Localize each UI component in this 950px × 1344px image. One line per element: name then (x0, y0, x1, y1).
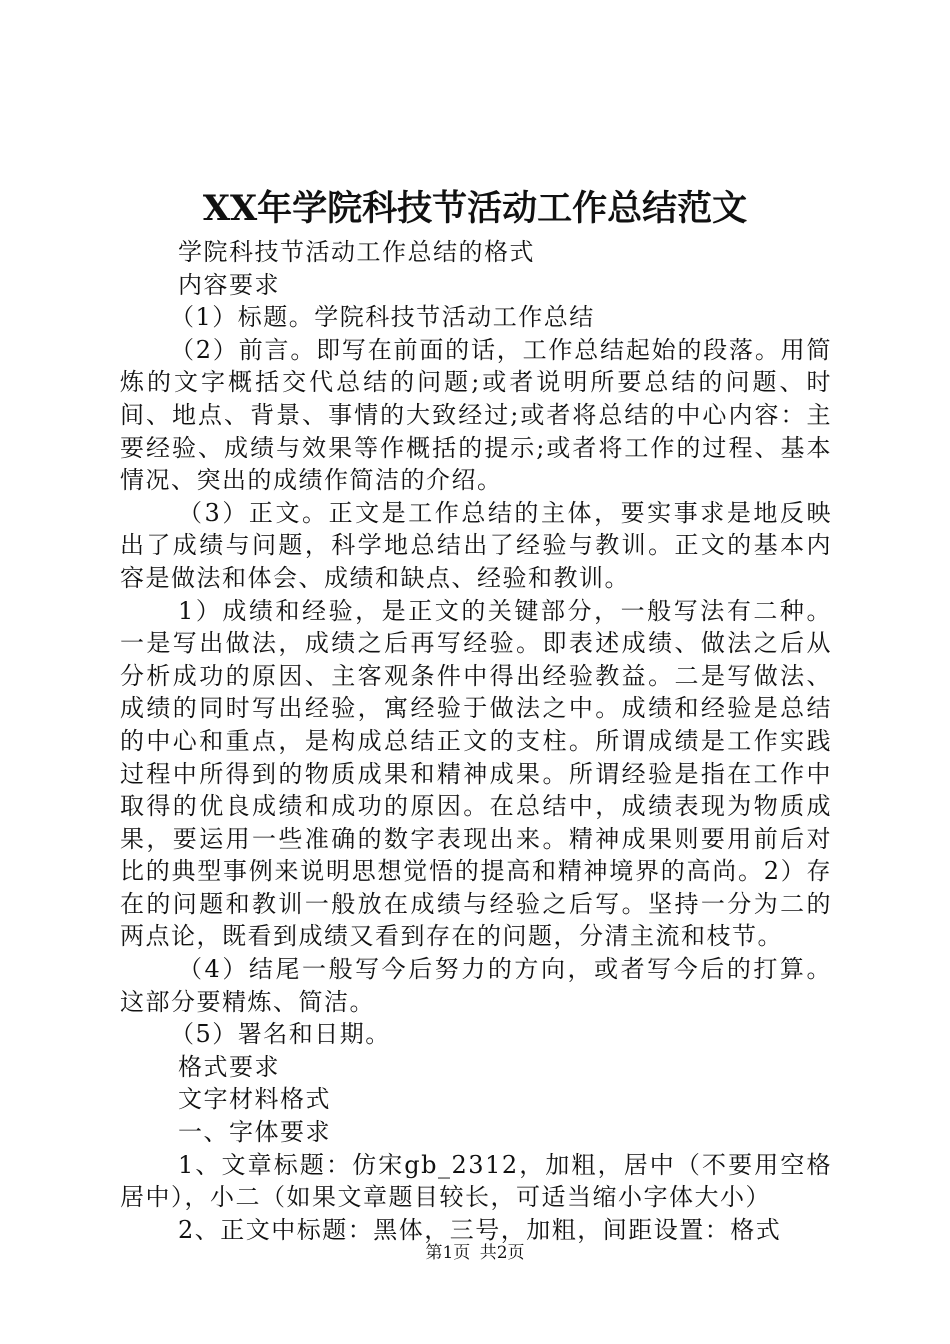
paragraph-item-4: （4）结尾一般写今后努力的方向，或者写今后的打算。这部分要精炼、简洁。 (120, 955, 832, 1016)
paragraph-format-heading: 学院科技节活动工作总结的格式 (178, 238, 535, 266)
document-title: XX年学院科技节活动工作总结范文 (202, 188, 748, 229)
paragraph-item-3: （3）正文。正文是工作总结的主体，要实事求是地反映出了成绩与问题，科学地总结出了经验与教训。正文的基本内容是做法和体会、成绩和缺点、经验和教训。 (120, 498, 832, 592)
paragraph-content-requirements: 内容要求 (178, 270, 280, 299)
page-total: 共2页 (479, 1243, 525, 1263)
page-number: 第1页 (425, 1243, 471, 1263)
document-body (120, 236, 832, 1246)
paragraph-format-requirements: 格式要求 (178, 1052, 280, 1081)
paragraph-subitem-1: 1）成绩和经验，是正文的关键部分，一般写法有二种。一是写出做法，成绩之后再写经验。即表述成绩、做法之后从分析成功的原因、主客观条件中得出经验教益。二是写做法、成绩的同时写出经验，寓经验于做法之中。成绩和经验是总结的中心和重点，是构成总结正文的支柱。所谓成绩是工作实践过程中所得到的物质成果和精神成果。所谓经验是指在工作中取得的优良成绩和成功的原因。在总结中，成绩表现为物质成果，要运用一些准确的数字表现出来。精神成果则要用前后对比的典型事例来说明思想觉悟的提高和精神境界的高尚。2）存在的问题和教训一般放在成绩与经验之后写。坚持一分为二的两点论，既看到成绩又看到存在的问题，分清主流和枝节。 (120, 596, 832, 951)
paragraph-item-5: （5）署名和日期。 (170, 1020, 391, 1049)
paragraph-body-heading-font: 2、正文中标题：黑体，三号，加粗，间距设置：格式 (178, 1215, 782, 1244)
paragraph-text-material-format: 文字材料格式 (178, 1085, 331, 1114)
paragraph-item-1: （1）标题。学院科技节活动工作总结 (170, 303, 595, 332)
page-footer (0, 1241, 950, 1265)
paragraph-item-2: （2）前言。即写在前面的话，工作总结起始的段落。用简炼的文字概括交代总结的问题;或者说明所要总结的问题、时间、地点、背景、事情的大致经过;或者将总结的中心内容：主要经验、成绩与效果等作概括的提示;或者将工作的过程、基本情况、突出的成绩作简洁的介绍。 (120, 335, 832, 495)
paragraph-font-requirements: 一、字体要求 (178, 1118, 331, 1147)
paragraph-title-font: 1、文章标题：仿宋gb_2312，加粗，居中（不要用空格居中），小二（如果文章题目较长，可适当缩小字体大小） (120, 1150, 832, 1212)
